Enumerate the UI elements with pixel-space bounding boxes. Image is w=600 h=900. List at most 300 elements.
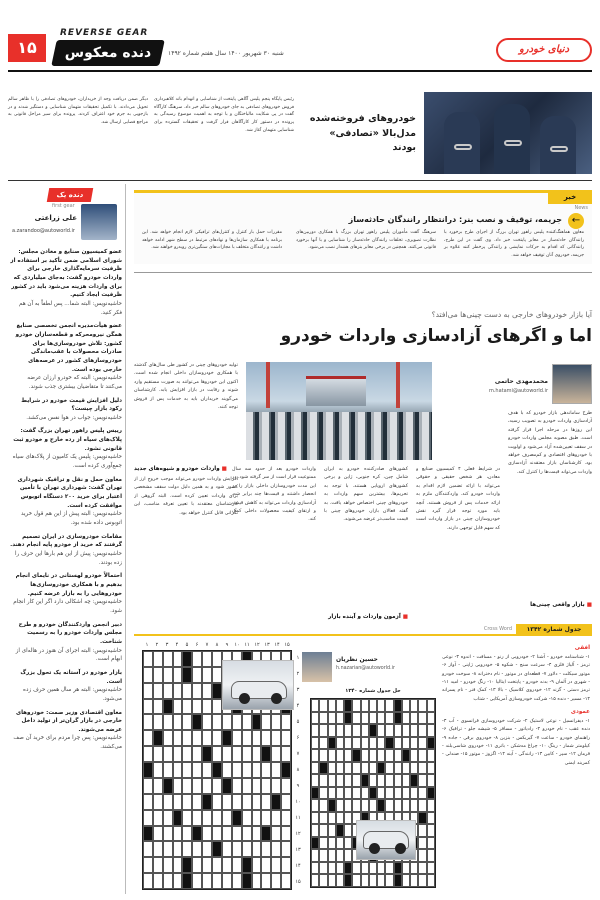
solution-cell: [418, 749, 426, 762]
crossword-cell[interactable]: [143, 683, 153, 699]
crossword-cell[interactable]: [202, 826, 212, 842]
crossword-cell[interactable]: [192, 683, 202, 699]
crossword-cell[interactable]: [222, 714, 232, 730]
crossword-cell[interactable]: [232, 778, 242, 794]
solution-cell: [311, 799, 319, 812]
news-tag: خبر: [548, 190, 592, 204]
crossword-cell[interactable]: [163, 857, 173, 873]
row-number: ۱۱: [295, 815, 301, 821]
crossword-cell[interactable]: [143, 873, 153, 889]
article-author-email[interactable]: m.hatami@autoworld.ir: [488, 388, 548, 394]
solution-cell: [336, 799, 344, 812]
crossword-cell[interactable]: [143, 699, 153, 715]
crossword-cell[interactable]: [192, 762, 202, 778]
crossword-cell[interactable]: [202, 667, 212, 683]
solution-cell: [427, 699, 435, 712]
solution-cell: [352, 774, 360, 787]
crossword-cell[interactable]: [252, 762, 262, 778]
solution-cell: [369, 737, 377, 750]
crossword-cell[interactable]: [163, 826, 173, 842]
column-quote: معاون اقتصادی وزیر صمت: خودروهای خارجی در بازار گران‌تر از تولید داخل عرضه می‌شوند.: [15, 709, 122, 733]
crossword-cell[interactable]: [212, 873, 222, 889]
crossword-cell[interactable]: [232, 746, 242, 762]
column-number: ۷: [205, 642, 209, 648]
solution-cell: [369, 724, 377, 737]
crossword-cell: [182, 857, 192, 873]
column-remark: حاشیه‌نویس: پلیس یک کامیون از پلاک‌های سیاه جمع‌آوری کرده است.: [12, 454, 122, 470]
crossword-cell[interactable]: [163, 746, 173, 762]
crossword-cell[interactable]: [182, 699, 192, 715]
column-item: [10, 397, 122, 423]
crossword-cell[interactable]: [222, 810, 232, 826]
solution-cell: [344, 737, 352, 750]
solution-cell: [385, 712, 393, 725]
crossword-cell[interactable]: [222, 794, 232, 810]
crossword-cell[interactable]: [153, 810, 163, 826]
columnist-email[interactable]: a.zarandoo@autoworld.ir: [12, 228, 75, 234]
row-number: ۴: [296, 703, 300, 709]
crossword-cell[interactable]: [271, 778, 281, 794]
crossword-cell[interactable]: [222, 857, 232, 873]
solution-cell: [377, 724, 385, 737]
crossword-cell[interactable]: [163, 651, 173, 667]
solution-cell: [377, 737, 385, 750]
crossword-cell[interactable]: [232, 730, 242, 746]
crossword-cell[interactable]: [271, 873, 281, 889]
crossword-cell[interactable]: [192, 810, 202, 826]
crossword-cell[interactable]: [192, 794, 202, 810]
crossword-cell[interactable]: [143, 667, 153, 683]
column-quote: عضو کمیسیون صنایع و معادن مجلس: شورای اسلامی ضمن تأکید بر استفاده از ظرفیت سرمایه‌گذاری خارجی برای واردات خودرو گفت: به‌جای میلیاردی که برای واردات هزینه می‌شود باید در کشور ظرفیت ایجاد کنیم.: [10, 249, 122, 299]
crossword-cell: [212, 762, 222, 778]
crossword-cell[interactable]: [202, 762, 212, 778]
row-number: ۹: [296, 783, 300, 789]
solution-cell: [410, 774, 418, 787]
crossword-cell[interactable]: [182, 683, 192, 699]
crossword-cell[interactable]: [252, 778, 262, 794]
crossword-cell[interactable]: [182, 778, 192, 794]
solution-cell: [311, 712, 319, 725]
crossword-cell[interactable]: [202, 714, 212, 730]
crossword-cell[interactable]: [212, 667, 222, 683]
crossword-cell[interactable]: [192, 746, 202, 762]
puzzle-author-email[interactable]: h.nazarian@autoworld.ir: [336, 666, 395, 671]
crossword-cell[interactable]: [182, 794, 192, 810]
subhead-text: واردات خودرو و شیوه‌های جدید: [134, 466, 220, 472]
solution-cell: [361, 874, 369, 887]
news-tag-latin: News: [574, 205, 588, 211]
row-number: ۱۳: [295, 847, 301, 853]
crossword-cell[interactable]: [232, 873, 242, 889]
row-number: ۱۲: [295, 831, 301, 837]
crossword-cell[interactable]: [242, 762, 252, 778]
crossword-cell[interactable]: [212, 810, 222, 826]
crossword-cell[interactable]: [143, 810, 153, 826]
crossword-cell[interactable]: [252, 794, 262, 810]
crossword-cell[interactable]: [252, 746, 262, 762]
solution-cell: [394, 762, 402, 775]
crossword-cell[interactable]: [212, 714, 222, 730]
crossword-cell[interactable]: [261, 810, 271, 826]
crossword-cell[interactable]: [143, 857, 153, 873]
crossword-cell[interactable]: [173, 762, 183, 778]
section-latin-title: REVERSE GEAR: [60, 28, 149, 38]
crossword-cell[interactable]: [192, 730, 202, 746]
solution-cell: [418, 824, 426, 837]
suv-photo: [356, 820, 416, 860]
crossword-cell[interactable]: [252, 857, 262, 873]
column-item: [10, 427, 122, 470]
solution-cell: [418, 849, 426, 862]
solution-cell: [385, 787, 393, 800]
crossword-cell[interactable]: [202, 730, 212, 746]
crossword-cell[interactable]: [143, 778, 153, 794]
crossword-cell[interactable]: [242, 826, 252, 842]
crossword-cell[interactable]: [232, 826, 242, 842]
crossword-cell[interactable]: [163, 873, 173, 889]
crossword-cell[interactable]: [222, 873, 232, 889]
solution-cell: [319, 824, 327, 837]
crossword-cell[interactable]: [222, 746, 232, 762]
crossword-cell[interactable]: [222, 826, 232, 842]
solution-cell: [377, 749, 385, 762]
crossword-cell[interactable]: [182, 746, 192, 762]
crossword-cell[interactable]: [143, 714, 153, 730]
crossword-cell[interactable]: [261, 857, 271, 873]
crossword-cell[interactable]: [271, 857, 281, 873]
solution-cell: [352, 749, 360, 762]
solution-cell: [361, 737, 369, 750]
section-title: دنده معکوس: [64, 45, 152, 61]
crossword-cell[interactable]: [271, 714, 281, 730]
crossword-cell[interactable]: [173, 651, 183, 667]
solution-cell: [402, 787, 410, 800]
crossword-cell[interactable]: [143, 841, 153, 857]
crossword-cell[interactable]: [153, 699, 163, 715]
crossword-cell[interactable]: [232, 714, 242, 730]
solution-cell: [377, 762, 385, 775]
solution-cell: [319, 874, 327, 887]
crossword-cell: [192, 826, 202, 842]
crossword-cell[interactable]: [173, 746, 183, 762]
solution-cell: [344, 837, 352, 850]
solution-cell: [361, 712, 369, 725]
crossword-cell[interactable]: [281, 857, 291, 873]
crossword-cell[interactable]: [222, 841, 232, 857]
crossword-cell[interactable]: [182, 826, 192, 842]
row-number: ۱۰: [295, 799, 301, 805]
crossword-cell[interactable]: [271, 826, 281, 842]
crossword-cell[interactable]: [173, 826, 183, 842]
crossword-cell[interactable]: [192, 651, 202, 667]
crossword-cell[interactable]: [261, 714, 271, 730]
crossword-clues: [442, 644, 590, 768]
crossword-cell[interactable]: [242, 778, 252, 794]
solution-cell: [344, 712, 352, 725]
crossword-cell[interactable]: [153, 857, 163, 873]
crossword-cell[interactable]: [271, 841, 281, 857]
crossword-cell[interactable]: [163, 714, 173, 730]
crossword-cell[interactable]: [212, 778, 222, 794]
crossword-cell[interactable]: [153, 667, 163, 683]
solution-cell: [385, 762, 393, 775]
crossword-cell[interactable]: [153, 714, 163, 730]
crossword-cell[interactable]: [281, 826, 291, 842]
crossword-cell[interactable]: [153, 746, 163, 762]
crossword-cell[interactable]: [182, 762, 192, 778]
crossword-cell[interactable]: [252, 841, 262, 857]
solution-cell: [319, 787, 327, 800]
crossword-cell[interactable]: [192, 667, 202, 683]
crossword-cell[interactable]: [163, 762, 173, 778]
crossword-cell[interactable]: [202, 873, 212, 889]
solution-cell: [410, 862, 418, 875]
crossword-cell[interactable]: [192, 873, 202, 889]
crossword-cell[interactable]: [281, 841, 291, 857]
solution-cell: [410, 799, 418, 812]
crossword-cell[interactable]: [242, 810, 252, 826]
solution-cell: [319, 849, 327, 862]
crossword-cell[interactable]: [163, 794, 173, 810]
crossword-cell[interactable]: [281, 873, 291, 889]
column-remark: حاشیه‌نویس: چه اشکالی دارد اگر این کار انجام شود.: [13, 599, 122, 614]
solution-cell: [344, 849, 352, 862]
solution-cell: [410, 724, 418, 737]
solution-cell: [328, 712, 336, 725]
crossword-cell[interactable]: [281, 794, 291, 810]
crossword-cell[interactable]: [173, 714, 183, 730]
handcuffs-icon: [454, 144, 472, 150]
article-body-column: واردات خودرو بعد از حدود سه سال ممنوعیت قرار است از سر گرفته شود. در این مدت خودروسازان داخلی بازار را در انحصار داشتند و قیمت‌ها چند برابر شد. آزادسازی واردات می‌تواند به کاهش قیمت و ارتقای کیفیت محصولات داخلی کمک کند.: [232, 467, 316, 523]
article-body-column: کشورهای صادرکننده خودرو به ایران شامل چین، کره جنوبی، ژاپن و برخی کشورهای اروپایی هستند. با توجه به تحریم‌ها، بیشترین سهم واردات به خودروهای چینی اختصاص خواهد یافت. به گفته فعالان بازار، خودروهای چینی با قیمت مناسب‌تر عرضه می‌شوند.: [324, 467, 408, 523]
crossword-cell[interactable]: [153, 778, 163, 794]
crossword-cell[interactable]: [212, 826, 222, 842]
crossword-cell[interactable]: [192, 841, 202, 857]
crossword-cell[interactable]: [271, 762, 281, 778]
crossword-cell[interactable]: [261, 762, 271, 778]
solution-cell: [377, 712, 385, 725]
top-story-headline: [304, 112, 416, 156]
solution-cell: [427, 724, 435, 737]
crossword-cell[interactable]: [281, 778, 291, 794]
crossword-cell: [271, 794, 281, 810]
crossword-cell[interactable]: [271, 746, 281, 762]
crossword-cell[interactable]: [153, 841, 163, 857]
solution-cell: [418, 699, 426, 712]
solution-cell: [344, 699, 352, 712]
crossword-cell[interactable]: [163, 841, 173, 857]
crossword-cell[interactable]: [153, 826, 163, 842]
crossword-cell: [202, 746, 212, 762]
news-body: معاون هماهنگ‌کننده پلیس راهور تهران بزرگ از اجرای طرح برخورد با رانندگان حادثه‌ساز در معابر پایتخت خبر داد. وی گفت در این طرح، رانندگانی که اقدام به حرکات نمایشی و رانندگی پرخطر کنند علاوه بر جریمه، خودروی آنان توقیف خواهد شد.: [444, 230, 584, 258]
handcuffs-icon: [504, 140, 522, 146]
crossword-cell[interactable]: [232, 841, 242, 857]
solution-cell: [336, 712, 344, 725]
crossword-cell[interactable]: [173, 730, 183, 746]
crossword-cell[interactable]: [173, 778, 183, 794]
wheel-shape: [271, 693, 282, 704]
crossword-cell[interactable]: [232, 762, 242, 778]
crossword-cell[interactable]: [182, 730, 192, 746]
solution-cell: [427, 824, 435, 837]
crossword-cell[interactable]: [212, 651, 222, 667]
crossword-cell[interactable]: [222, 762, 232, 778]
solution-cell: [319, 724, 327, 737]
crossword-cell[interactable]: [202, 857, 212, 873]
solution-cell: [311, 787, 319, 800]
solution-cell: [319, 699, 327, 712]
crossword-cell[interactable]: [261, 794, 271, 810]
crossword-cell[interactable]: [202, 651, 212, 667]
crossword-cell[interactable]: [261, 730, 271, 746]
top-story: [8, 92, 592, 174]
article-body-column: افزایش واردات خودرو می‌تواند موجب خروج ارز از کشور شود و به همین دلیل دولت سقف مشخصی برای واردات تعیین کرده است. البته گروهی از کارشناسان معتقدند با تعیین تعرفه مناسب، این نگرانی قابل کنترل خواهد بود.: [134, 477, 238, 516]
crossword-cell[interactable]: [202, 699, 212, 715]
crossword-cell[interactable]: [232, 857, 242, 873]
solution-cell: [427, 762, 435, 775]
solution-cell: [311, 724, 319, 737]
clues-across: ۱- شناسنامه خودرو - آشنا ۲- خودرویی از رنو - مسافت - اندوه ۳- نوعی ترمز - آلیاژ فلزی ۴- سرعت سنج - شکوه ۵- خودرویی ژاپنی - آواز ۶- موتور سیکلت - دلاور ۷- قطعه‌ای در موتور - نام دخترانه ۸- سوخت خودرو - شهری در آلمان ۹- بدنه خودرو - پایتخت ایتالیا ۱۰- رنگ خودرو - امید ۱۱- ترمز دستی - گزند ۱۲- خودروی کلاسیک - بالا ۱۳- کمک فنر - نام پسرانه ۱۴- مسیر - دنده ۱۵- شرکت خودروسازی آمریکایی - شتاب: [442, 654, 590, 702]
crossword-cell[interactable]: [173, 857, 183, 873]
crossword-cell[interactable]: [153, 873, 163, 889]
news-body: مقررات حمل بار کنترل و کنترل‌های ترافیکی لازم انجام خواهد شد. این برنامه با همکاری سازمان‌ها و نهادهای مرتبط در سطح شهر ادامه خواهد داشت و رانندگان متخلف با مجازات‌های سنگین‌تری روبه‌رو خواهند شد.: [142, 230, 282, 251]
crossword-cell: [212, 683, 222, 699]
crossword-cell[interactable]: [192, 778, 202, 794]
crossword-cell[interactable]: [163, 810, 173, 826]
crossword-cell[interactable]: [173, 683, 183, 699]
suspect-figure: [444, 112, 480, 174]
column-number: ۲: [155, 642, 159, 648]
solution-cell: [377, 874, 385, 887]
solution-cell: [344, 824, 352, 837]
crossword-cell[interactable]: [232, 794, 242, 810]
crossword-cell[interactable]: [173, 841, 183, 857]
crossword-cell[interactable]: [281, 746, 291, 762]
crossword-cell[interactable]: [163, 667, 173, 683]
crossword-cell[interactable]: [173, 873, 183, 889]
arrest-photo: [424, 92, 592, 174]
handcuffs-icon: [550, 146, 568, 152]
crossword-cell[interactable]: [252, 810, 262, 826]
crossword-cell[interactable]: [143, 794, 153, 810]
solution-cell: [344, 749, 352, 762]
solution-cell: [427, 787, 435, 800]
crossword-cell[interactable]: [271, 730, 281, 746]
solution-cell: [418, 724, 426, 737]
crossword-cell[interactable]: [202, 810, 212, 826]
top-story-body: دیگر ضمن دریافت وجه از خریداران، خودروهای تصادفی را با ظاهر سالم تحویل می‌دادند. با تکمیل تحقیقات متهمان شناسایی و دستگیر شدند و در بازجویی به جرم خود اعتراف کردند. پرونده برای سیر مراحل قانونی به مراجع قضایی ارسال شد.: [8, 97, 148, 125]
crossword-cell[interactable]: [153, 794, 163, 810]
crossword-cell[interactable]: [242, 730, 252, 746]
crossword-cell[interactable]: [173, 699, 183, 715]
solution-cell: [319, 774, 327, 787]
crossword-cell[interactable]: [212, 794, 222, 810]
solution-cell: [385, 699, 393, 712]
columnist-photo: [81, 204, 117, 240]
crossword-cell[interactable]: [252, 730, 262, 746]
suspect-figure: [540, 116, 576, 174]
crossword-cell[interactable]: [242, 714, 252, 730]
crossword-cell[interactable]: [143, 651, 153, 667]
article-author-photo: [552, 364, 592, 404]
solution-cell: [418, 737, 426, 750]
solution-cell: [336, 849, 344, 862]
crossword-cell[interactable]: [192, 699, 202, 715]
crossword-cell[interactable]: [153, 762, 163, 778]
crossword-cell[interactable]: [202, 778, 212, 794]
section-divider: [134, 272, 592, 273]
crossword-cell[interactable]: [252, 826, 262, 842]
crossword-cell[interactable]: [281, 730, 291, 746]
crossword-cell[interactable]: [202, 841, 212, 857]
crossword-cell[interactable]: [182, 841, 192, 857]
solution-cell: [394, 737, 402, 750]
crossword-cell: [173, 810, 183, 826]
solution-cell: [328, 762, 336, 775]
crossword-cell[interactable]: [212, 730, 222, 746]
solution-cell: [311, 774, 319, 787]
crossword-cell[interactable]: [212, 857, 222, 873]
crossword-cell[interactable]: [202, 683, 212, 699]
article-title: اما و اگرهای آزادسازی واردات خودرو: [280, 326, 592, 346]
solution-cell: [361, 749, 369, 762]
crossword-cell[interactable]: [261, 873, 271, 889]
arrow-left-icon: ←: [568, 213, 584, 229]
crossword-cell[interactable]: [182, 714, 192, 730]
crossword-cell[interactable]: [173, 794, 183, 810]
crossword-cell[interactable]: [212, 699, 222, 715]
crossword-cell[interactable]: [153, 651, 163, 667]
crossword-cell[interactable]: [212, 746, 222, 762]
crossword-cell[interactable]: [143, 746, 153, 762]
crossword-cell[interactable]: [281, 714, 291, 730]
column-number: ۸: [215, 642, 219, 648]
wheel-shape: [239, 693, 250, 704]
solution-cell: [394, 749, 402, 762]
column-number: ۵: [185, 642, 189, 648]
solution-cell: [352, 699, 360, 712]
masthead-divider: [8, 70, 592, 72]
solution-cell: [402, 774, 410, 787]
crossword-cell[interactable]: [242, 746, 252, 762]
crossword-cell[interactable]: [261, 778, 271, 794]
crossword-cell[interactable]: [163, 730, 173, 746]
crossword-cell[interactable]: [242, 794, 252, 810]
crossword-cell[interactable]: [173, 667, 183, 683]
crossword-cell[interactable]: [242, 841, 252, 857]
crossword-cell[interactable]: [192, 857, 202, 873]
crossword-cell[interactable]: [261, 841, 271, 857]
crossword-cell[interactable]: [143, 730, 153, 746]
crossword-cell[interactable]: [252, 873, 262, 889]
subhead-text: آزمون واردات و آینده بازار: [328, 614, 401, 620]
top-story-body: رئیس پایگاه پنجم پلیس آگاهی پایتخت از شناسایی و انهدام باند کلاهبرداری فروش خودروهای تصادفی به جای خودروهای سالم خبر داد. سرهنگ کارآگاه گفت در پی شکایت مالباختگان و با توجه به اهمیت موضوع رسیدگی به پرونده در دستور کار کارآگاهان قرار گرفت و تحقیقات گسترده برای شناسایی متهمان آغاز شد.: [154, 97, 294, 133]
column-items: [10, 248, 122, 757]
solution-cell: [394, 787, 402, 800]
column-quote: دلیل افزایش قیمت خودرو در شرایط رکود بازار چیست؟: [21, 397, 122, 413]
solution-cell: [369, 874, 377, 887]
crossword-cell[interactable]: [271, 810, 281, 826]
crossword-cell[interactable]: [163, 683, 173, 699]
crossword-cell[interactable]: [281, 810, 291, 826]
column-number: ۱۱: [244, 642, 250, 648]
crossword-cell[interactable]: [153, 683, 163, 699]
crossword-cell[interactable]: [182, 810, 192, 826]
solution-cell: [394, 774, 402, 787]
solution-cell: [402, 749, 410, 762]
solution-cell: [328, 874, 336, 887]
solution-cell: [319, 862, 327, 875]
